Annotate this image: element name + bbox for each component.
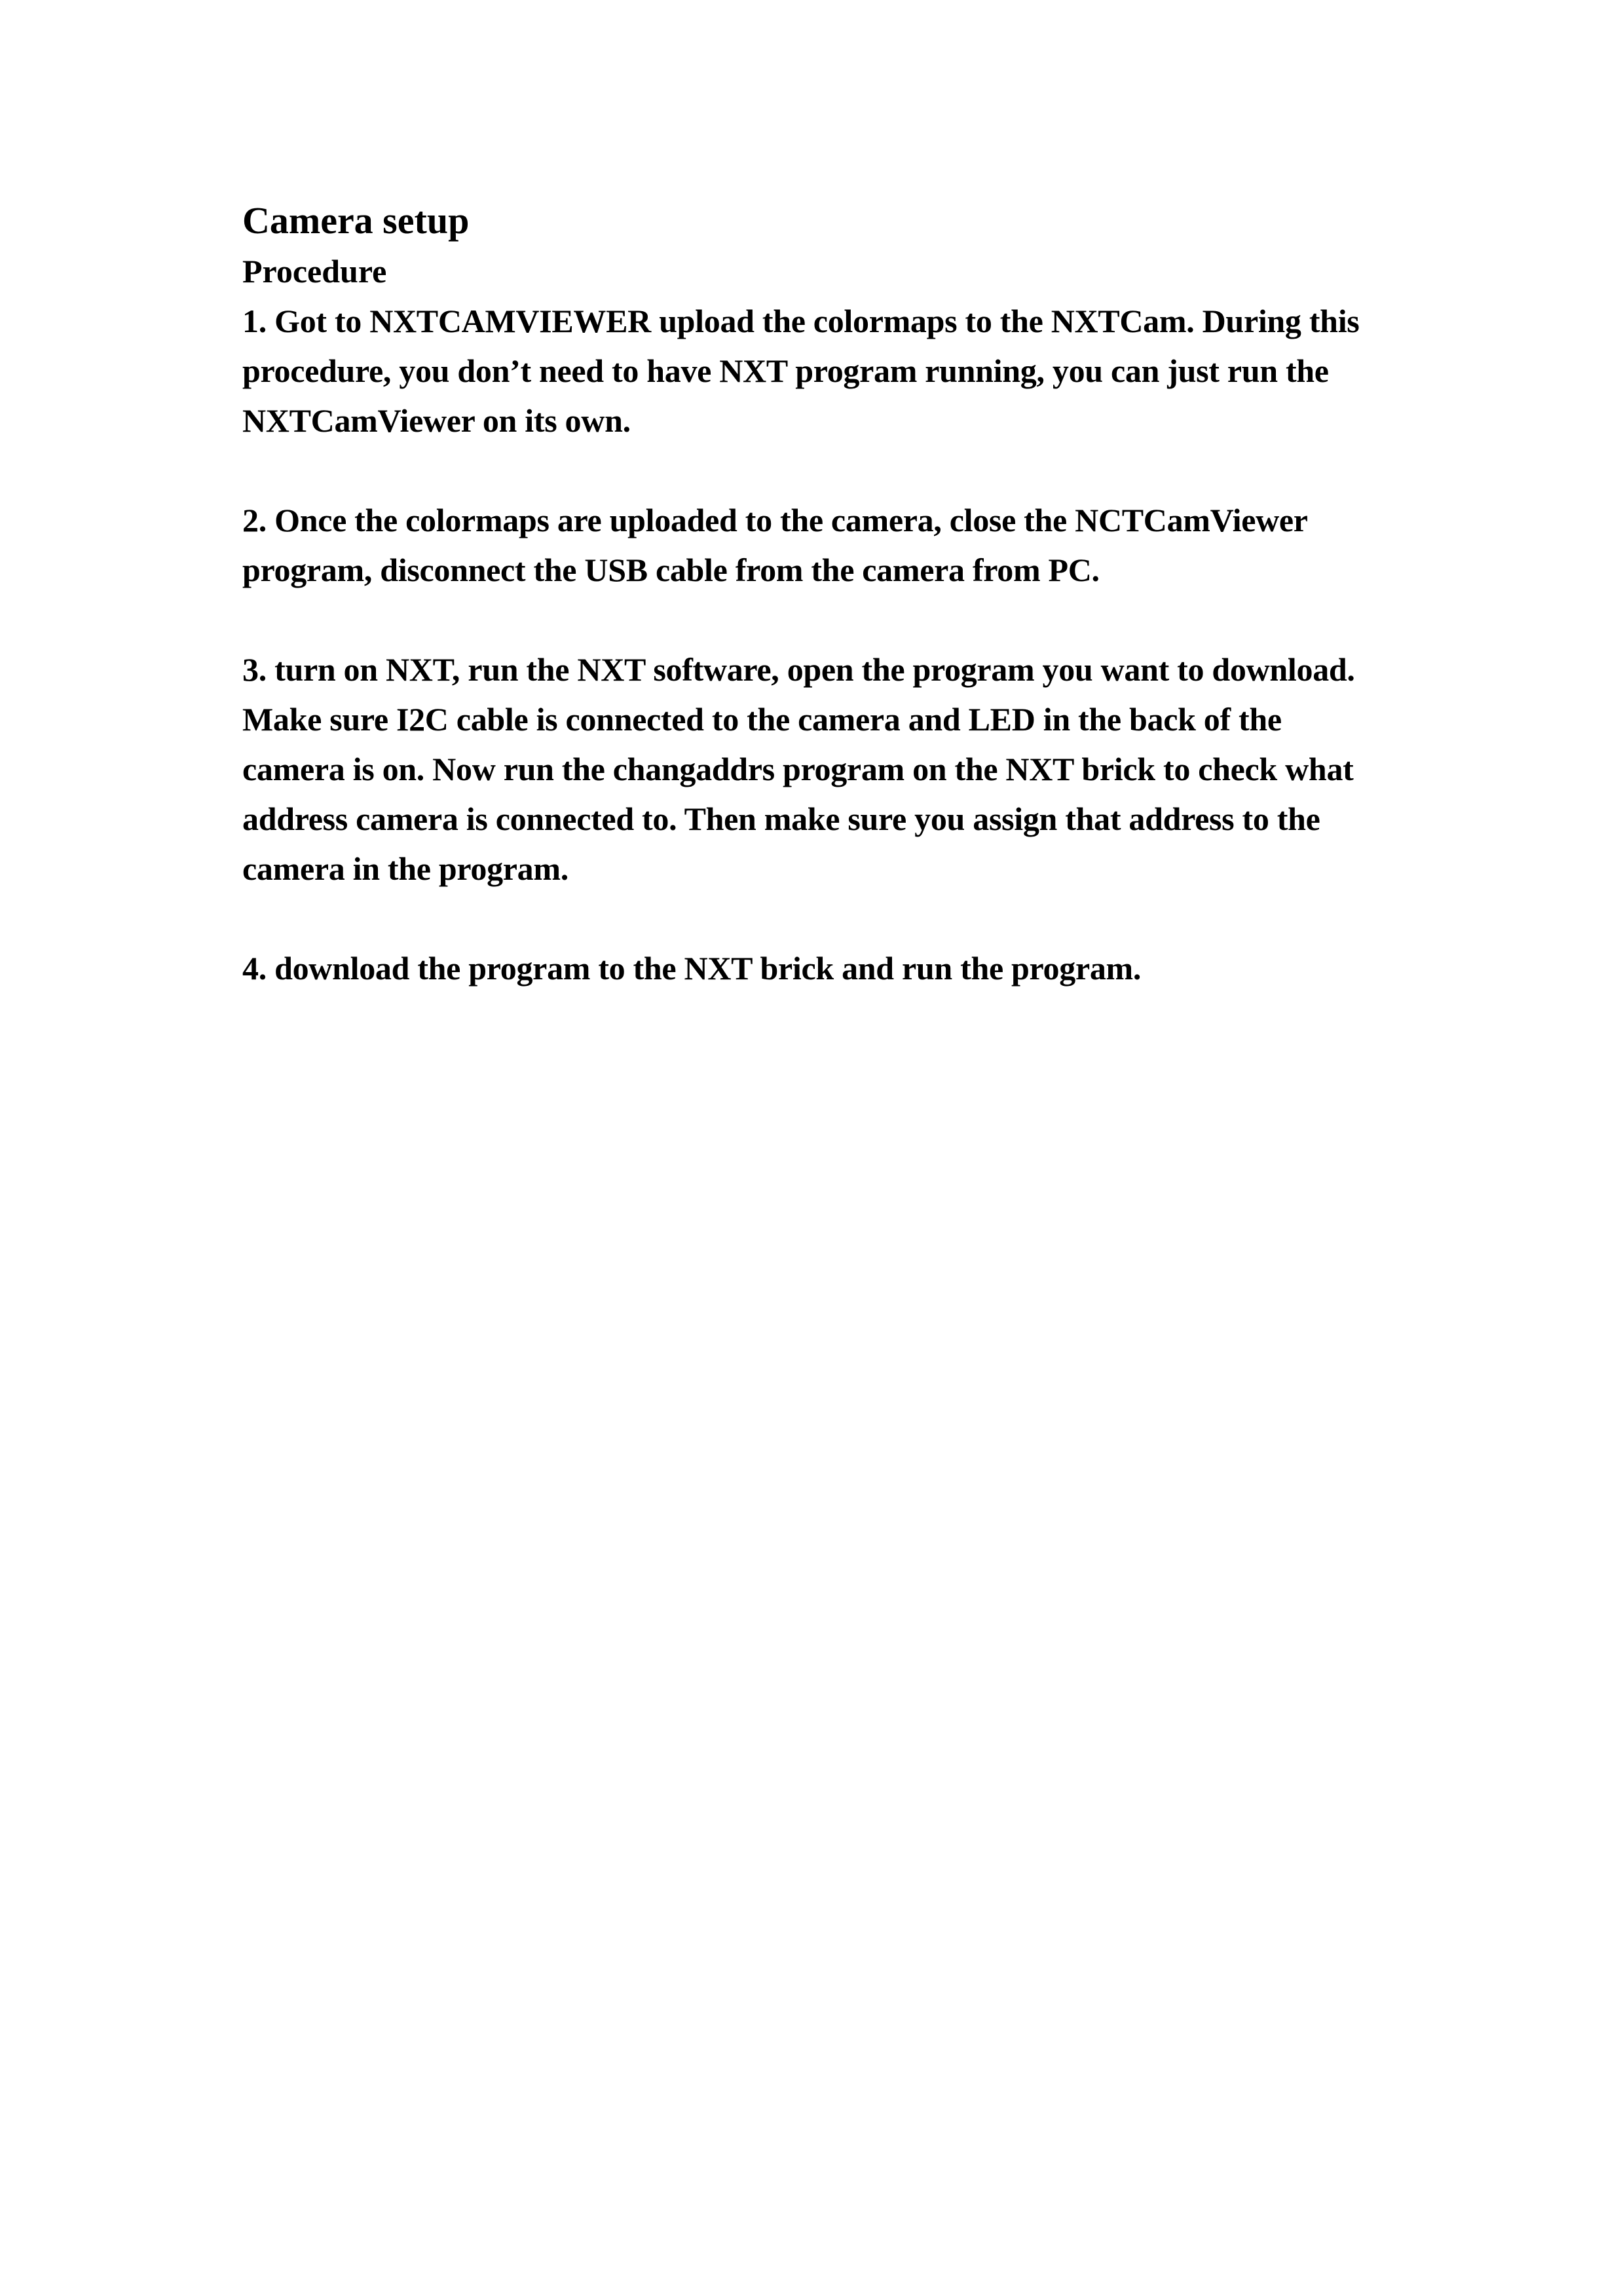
document-content (242, 195, 1408, 993)
procedure-step-2 (242, 495, 1408, 595)
text-line: Make sure I2C cable is connected to the camera and LED in the back of the (242, 701, 1282, 738)
procedure-step-4 (242, 943, 1408, 993)
text-line: address camera is connected to. Then make sure you assign that address to the (242, 800, 1320, 837)
text-line: procedure, you don’t need to have NXT program running, you can just run the (242, 352, 1329, 389)
text-line: program, disconnect the USB cable from the camera from PC. (242, 552, 1100, 588)
text-line: 4. download the program to the NXT brick and run the program. (242, 950, 1142, 987)
document-subtitle: Procedure (242, 253, 387, 290)
text-line: NXTCamViewer on its own. (242, 402, 631, 439)
text-line: 2. Once the colormaps are uploaded to the camera, close the NCTCamViewer (242, 502, 1308, 538)
text-line: camera in the program. (242, 850, 569, 887)
procedure-step-3 (242, 645, 1408, 894)
procedure-step-1 (242, 296, 1408, 445)
text-line: 3. turn on NXT, run the NXT software, open the program you want to download. (242, 651, 1355, 688)
document-title: Camera setup (242, 199, 470, 242)
text-line: camera is on. Now run the changaddrs program on the NXT brick to check what (242, 751, 1354, 787)
text-line: 1. Got to NXTCAMVIEWER upload the colormaps to the NXTCam. During this (242, 303, 1360, 339)
